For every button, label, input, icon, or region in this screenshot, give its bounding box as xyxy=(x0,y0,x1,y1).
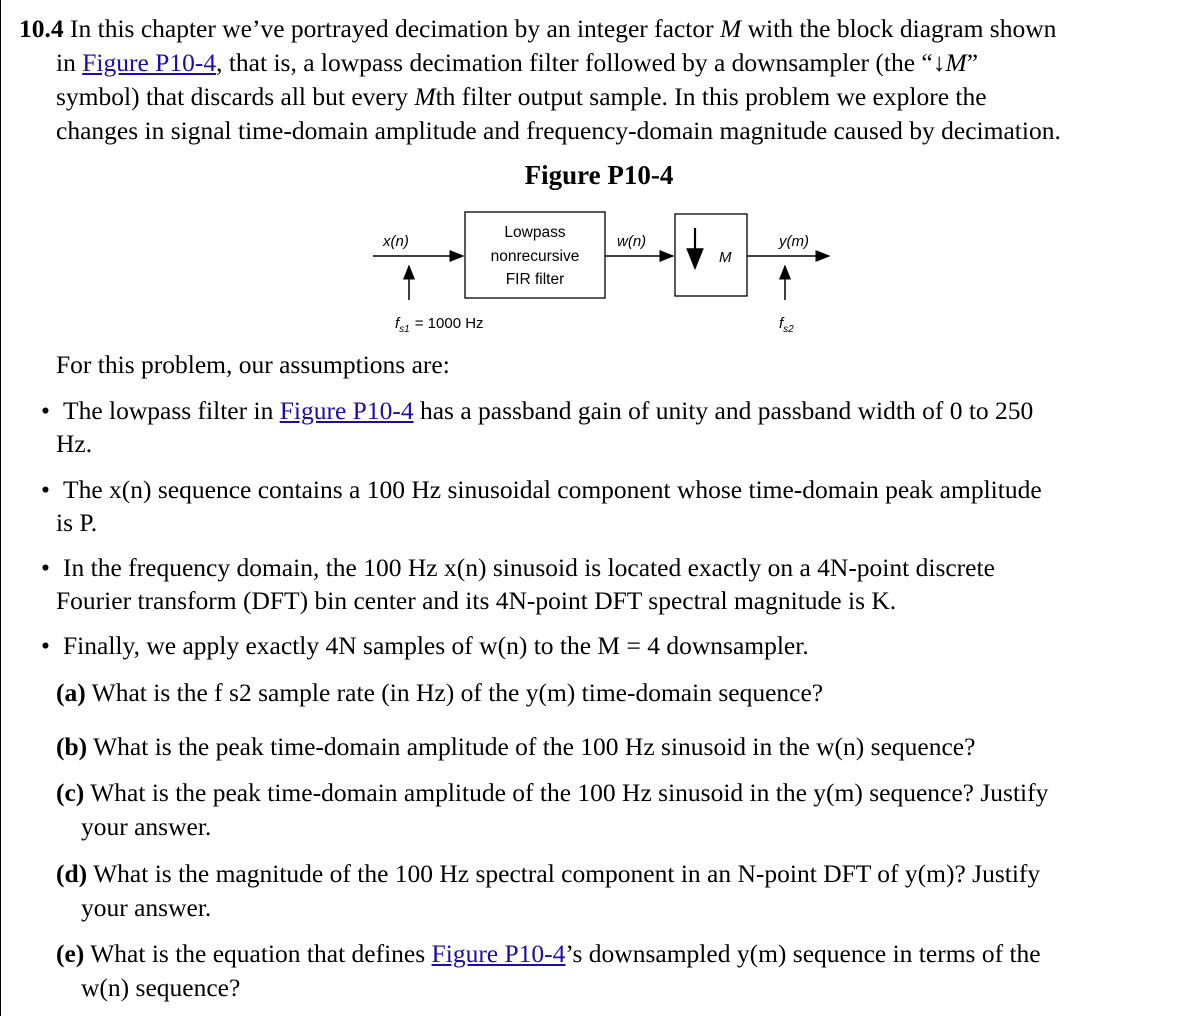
question-d-line-2: your answer. xyxy=(81,893,212,922)
question-c-text: What is the peak time-domain amplitude of the 100 Hz sinusoid in the y(m) sequence? Justify xyxy=(90,778,1049,807)
question-b xyxy=(56,730,975,764)
problem-intro-line-2 xyxy=(56,46,978,80)
filter-label-line-3: FIR filter xyxy=(505,271,565,288)
bullet-3-line-2: Fourier transform (DFT) bin center and its 4N-point DFT spectral magnitude is K. xyxy=(56,586,897,615)
problem-intro-line-1 xyxy=(19,12,1056,46)
bullet-3-text: In the frequency domain, the 100 Hz x(n) sinusoid is located exactly on a 4N-point discrete xyxy=(63,553,995,582)
fs1-label xyxy=(395,315,484,335)
figure-title: Figure P10-4 xyxy=(524,160,674,190)
fs1-f: f xyxy=(395,315,400,332)
intro-text-2b: , that is, a lowpass decimation filter followed by a downsampler (the “↓ xyxy=(216,48,946,77)
problem-intro-line-3 xyxy=(56,80,987,114)
intro-text-3b: th filter output sample. In this problem we explore the xyxy=(435,82,987,111)
question-e-line-1 xyxy=(56,937,1041,971)
question-e-text-b: ’s downsampled y(m) sequence in terms of the xyxy=(565,939,1041,968)
fs2-sub: s2 xyxy=(783,324,794,335)
question-c-label: (c) xyxy=(56,778,85,807)
filter-label-line-2: nonrecursive xyxy=(490,248,580,265)
bullet-1-line-2: Hz. xyxy=(56,429,93,458)
input-label: x(n) xyxy=(383,233,409,250)
figure-link-2[interactable]: Figure P10-4 xyxy=(279,396,414,425)
problem-number: 10.4 xyxy=(19,14,64,43)
question-d-text: What is the magnitude of the 100 Hz spectral component in an N-point DFT of y(m)? Justify xyxy=(93,859,1041,888)
question-b-label: (b) xyxy=(56,732,88,761)
intro-var-m-1: M xyxy=(719,14,742,43)
bullet-dot: • xyxy=(41,396,50,425)
bullet-4-text: Finally, we apply exactly 4N samples of w(n) to the M = 4 downsampler. xyxy=(63,631,809,660)
intro-text-1b: with the block diagram shown xyxy=(741,14,1057,43)
bullet-1-text-b: has a passband gain of unity and passband width of 0 to 250 xyxy=(413,396,1034,425)
figure-link-1[interactable]: Figure P10-4 xyxy=(82,48,217,77)
bullet-4-line-1 xyxy=(41,629,809,663)
question-d-line-1 xyxy=(56,857,1040,891)
question-a xyxy=(56,676,823,710)
question-e-label: (e) xyxy=(56,939,85,968)
block-diagram xyxy=(361,200,841,350)
fs1-sub: s1 xyxy=(399,324,410,335)
intro-text-2c: ” xyxy=(966,48,979,77)
bullet-2-text: The x(n) sequence contains a 100 Hz sinusoidal component whose time-domain peak amplitude xyxy=(63,475,1042,504)
filter-label-line-1: Lowpass xyxy=(504,224,566,241)
question-c-line-2: your answer. xyxy=(81,812,212,841)
bullet-3-line-1 xyxy=(41,551,995,585)
fs2-label xyxy=(779,315,794,335)
bullet-dot: • xyxy=(41,553,50,582)
intro-var-m-3: M xyxy=(414,82,436,111)
fs2-f: f xyxy=(779,315,784,332)
question-a-label: (a) xyxy=(56,678,86,707)
figure-link-3[interactable]: Figure P10-4 xyxy=(431,939,566,968)
problem-intro-line-4 xyxy=(56,114,1061,148)
intro-text-1a: In this chapter we’ve portrayed decimation by an integer factor xyxy=(70,14,720,43)
bullet-1-line-1 xyxy=(41,394,1033,428)
downsampler-block xyxy=(675,214,747,296)
output-label: y(m) xyxy=(779,233,809,250)
assumptions-intro: For this problem, our assumptions are: xyxy=(56,350,450,379)
question-d-label: (d) xyxy=(56,859,88,888)
downsampler-label: M xyxy=(719,249,732,266)
question-e-text-a: What is the equation that defines xyxy=(90,939,432,968)
intro-text-3a: symbol) that discards all but every xyxy=(56,82,415,111)
bullet-dot: • xyxy=(41,631,50,660)
bullet-1-text-a: The lowpass filter in xyxy=(63,396,280,425)
mid-label: w(n) xyxy=(617,233,647,250)
bullet-2-line-2: is P. xyxy=(56,508,98,537)
question-c-line-1 xyxy=(56,776,1048,810)
intro-var-m-2: M xyxy=(945,48,967,77)
intro-text-2a: in xyxy=(56,48,83,77)
bullet-2-line-1 xyxy=(41,473,1042,507)
intro-text-4: changes in signal time-domain amplitude and frequency-domain magnitude caused by decimation. xyxy=(56,116,1061,145)
fs1-value: = 1000 Hz xyxy=(414,315,484,332)
bullet-dot: • xyxy=(41,475,50,504)
question-a-text: What is the f s2 sample rate (in Hz) of the y(m) time-domain sequence? xyxy=(91,678,824,707)
question-b-text: What is the peak time-domain amplitude of the 100 Hz sinusoid in the w(n) sequence? xyxy=(93,732,976,761)
question-e-line-2: w(n) sequence? xyxy=(81,973,241,1002)
